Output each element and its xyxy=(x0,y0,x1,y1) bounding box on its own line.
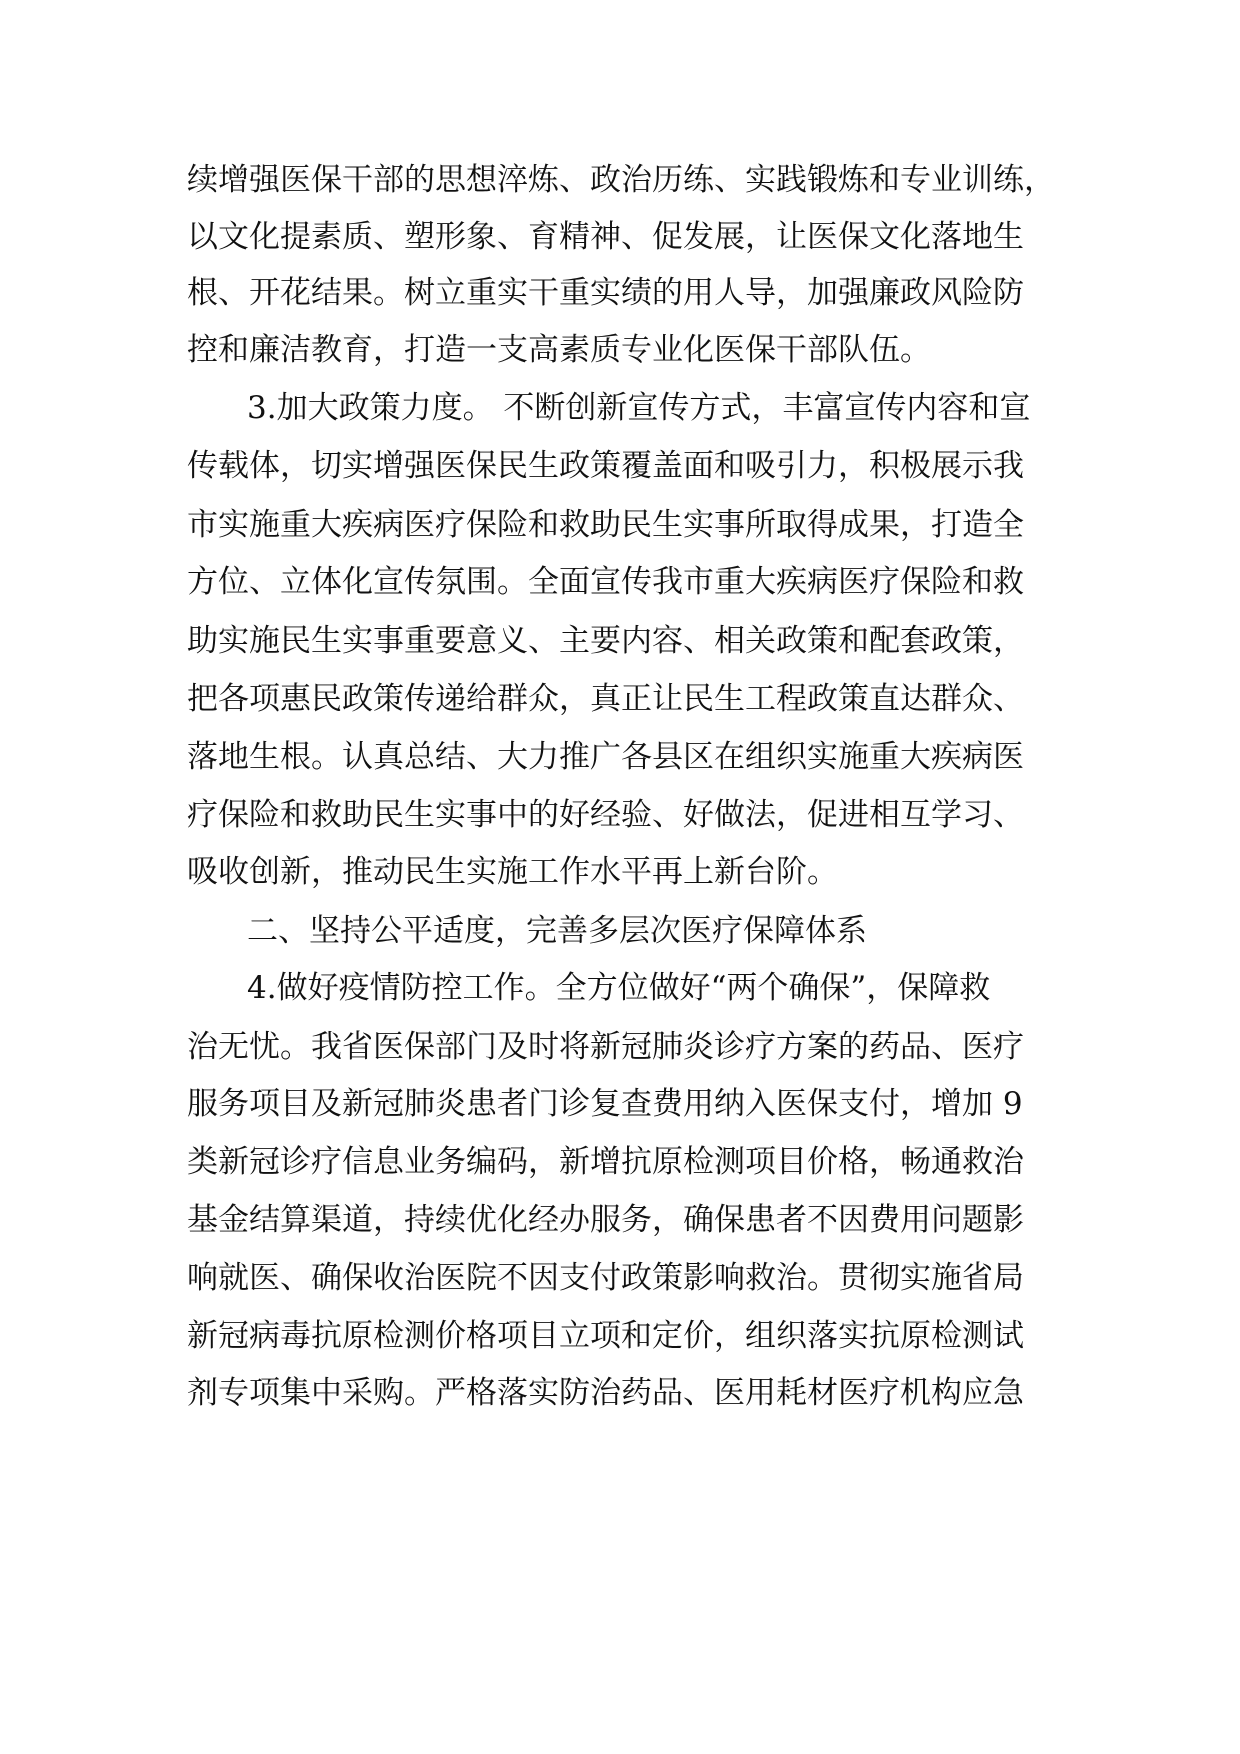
text-line: 基金结算渠道，持续优化经办服务，确保患者不因费用问题影 xyxy=(187,1202,1024,1238)
text-line: 新冠病毒抗原检测价格项目立项和定价，组织落实抗原检测试 xyxy=(187,1318,1024,1354)
text-line: 市实施重大疾病医疗保险和救助民生实事所取得成果，打造全 xyxy=(187,507,1024,543)
text-line: 吸收创新，推动民生实施工作水平再上新台阶。 xyxy=(187,854,838,890)
text-line: 服务项目及新冠肺炎患者门诊复查费用纳入医保支付，增加 9 xyxy=(187,1086,1023,1122)
text-line: 助实施民生实事重要意义、主要内容、相关政策和配套政策， xyxy=(187,623,1024,659)
text-line: 3.加大政策力度。 不断创新宣传方式，丰富宣传内容和宣 xyxy=(247,390,1031,426)
text-line: 把各项惠民政策传递给群众，真正让民生工程政策直达群众、 xyxy=(187,681,1024,717)
text-line: 4.做好疫情防控工作。全方位做好“两个确保”，保障救 xyxy=(247,970,991,1006)
text-line: 剂专项集中采购。严格落实防治药品、医用耗材医疗机构应急 xyxy=(187,1375,1024,1411)
text-line: 方位、立体化宣传氛围。全面宣传我市重大疾病医疗保险和救 xyxy=(187,564,1024,600)
text-line: 传载体，切实增强医保民生政策覆盖面和吸引力，积极展示我 xyxy=(187,448,1024,484)
text-line: 根、开花结果。树立重实干重实绩的用人导，加强廉政风险防 xyxy=(187,275,1024,311)
text-line: 落地生根。认真总结、大力推广各县区在组织实施重大疾病医 xyxy=(187,739,1024,775)
section-heading: 二、坚持公平适度，完善多层次医疗保障体系 xyxy=(247,913,867,949)
text-line: 响就医、确保收治医院不因支付政策影响救治。贯彻实施省局 xyxy=(187,1260,1024,1296)
text-line: 疗保险和救助民生实事中的好经验、好做法，促进相互学习、 xyxy=(187,797,1024,833)
text-line: 治无忧。我省医保部门及时将新冠肺炎诊疗方案的药品、医疗 xyxy=(187,1029,1024,1065)
text-line: 续增强医保干部的思想淬炼、政治历练、实践锻炼和专业训练， xyxy=(187,162,1055,198)
text-line: 以文化提素质、塑形象、育精神、促发展，让医保文化落地生 xyxy=(187,219,1024,255)
text-line: 控和廉洁教育，打造一支高素质专业化医保干部队伍。 xyxy=(187,332,931,368)
text-line: 类新冠诊疗信息业务编码，新增抗原检测项目价格，畅通救治 xyxy=(187,1144,1024,1180)
